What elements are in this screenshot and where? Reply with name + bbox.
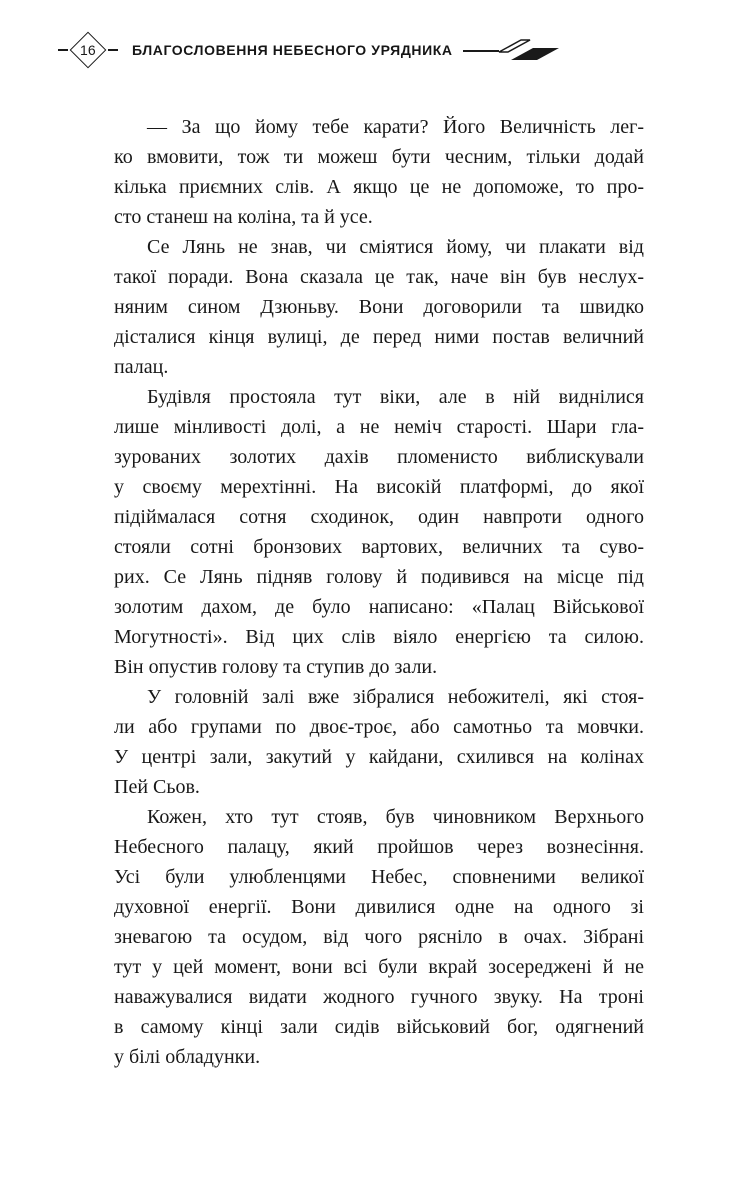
text-line: наважувалися видати жодного гучного звуку. На троні	[114, 986, 644, 1008]
text-line: стояли сотні бронзових вартових, величних та суво-	[114, 536, 644, 558]
header-rule-right	[108, 49, 118, 51]
text-line: Він опустив голову та ступив до зали.	[114, 656, 438, 678]
text-block	[114, 112, 644, 1072]
ribbon-ornament-icon	[463, 37, 567, 63]
running-title: БЛАГОСЛОВЕННЯ НЕБЕСНОГО УРЯДНИКА	[132, 42, 453, 58]
text-line: ли або групами по двоє-троє, або самотньо та мовчки.	[114, 716, 644, 738]
text-line: зневагою та осудом, від чого рясніло в очах. Зібрані	[114, 926, 644, 948]
text-line: такої поради. Вона сказала це так, наче він був неслух-	[114, 266, 644, 288]
paragraph	[114, 682, 644, 802]
text-line: у білі обладунки.	[114, 1046, 261, 1068]
page-number: 16	[80, 41, 96, 58]
paragraph	[114, 112, 644, 232]
text-line: кілька приємних слів. А якщо це не допоможе, то про-	[114, 176, 644, 198]
text-line: Усі були улюбленцями Небес, сповненими великої	[114, 866, 644, 888]
text-line: зурованих золотих дахів пломенисто виблискували	[114, 446, 644, 468]
text-line: духовної енергії. Вони дивилися одне на одного зі	[114, 896, 644, 918]
text-line: Могутності». Від цих слів віяло енергією та силою.	[114, 626, 644, 648]
text-line: — За що йому тебе карати? Його Величність лег-	[147, 116, 644, 138]
paragraph	[114, 232, 644, 382]
text-line: у своєму мерехтінні. На високій платформі, до якої	[114, 476, 644, 498]
text-line: тут у цей момент, вони всі були вкрай зосереджені й не	[114, 956, 644, 978]
text-line: рих. Се Лянь підняв голову й подивився на місце під	[114, 566, 644, 588]
text-line: Кожен, хто тут стояв, був чиновником Верхнього	[147, 806, 644, 828]
paragraph	[114, 382, 644, 682]
page-header	[58, 34, 567, 66]
text-line: Пей Сьов.	[114, 776, 200, 798]
page-number-badge	[70, 32, 107, 69]
text-line: підіймалася сотня сходинок, один навпроти одного	[114, 506, 644, 528]
text-line: дісталися кінця вулиці, де перед ними постав величний	[114, 326, 644, 348]
text-line: Небесного палацу, який пройшов через вознесіння.	[114, 836, 644, 858]
text-line: ко вмовити, тож ти можеш бути чесним, тільки додай	[114, 146, 644, 168]
text-line: золотим дахом, де було написано: «Палац Військової	[114, 596, 644, 618]
header-rule-left	[58, 49, 68, 51]
text-line: няним сином Дзюньву. Вони договорили та швидко	[114, 296, 644, 318]
text-line: У головній залі вже зібралися небожителі, які стоя-	[147, 686, 644, 708]
text-line: Будівля простояла тут віки, але в ній виднілися	[147, 386, 644, 408]
text-line: в самому кінці зали сидів військовий бог, одягнений	[114, 1016, 644, 1038]
text-line: Се Лянь не знав, чи сміятися йому, чи плакати від	[147, 236, 644, 258]
paragraph	[114, 802, 644, 1072]
text-line: У центрі зали, закутий у кайдани, схилився на колінах	[114, 746, 644, 768]
text-line: лише мінливості долі, а не неміч старості. Шари гла-	[114, 416, 644, 438]
text-line: сто станеш на коліна, та й усе.	[114, 206, 373, 228]
text-line: палац.	[114, 356, 169, 378]
